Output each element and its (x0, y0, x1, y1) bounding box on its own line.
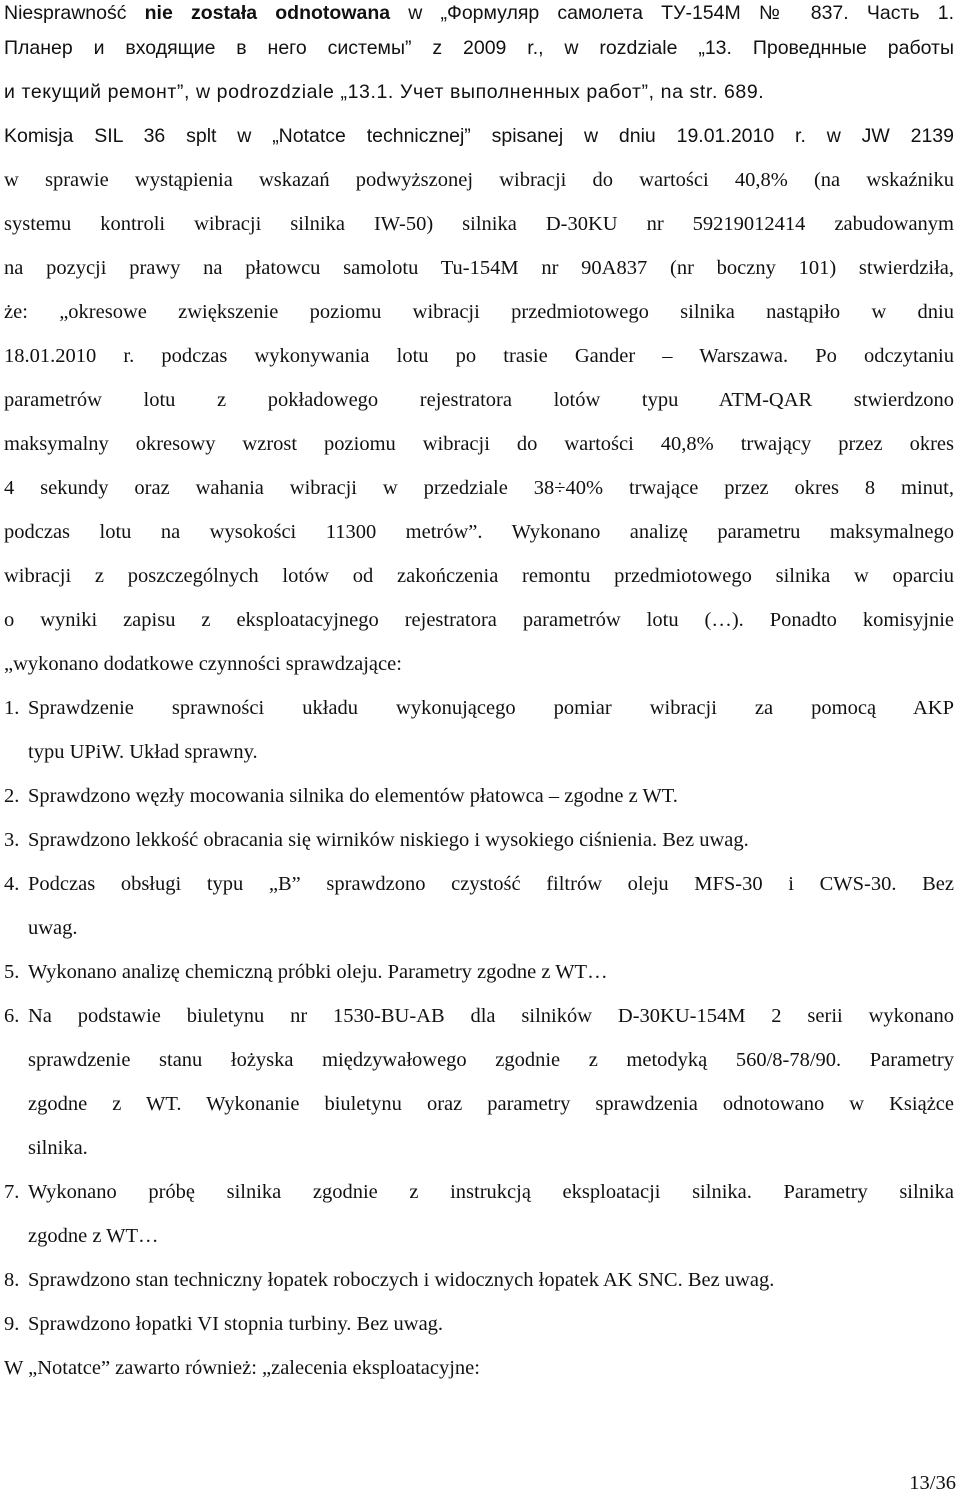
text-line: 4 sekundy oraz wahania wibracji w przedziale 38÷40% trwające przez okres 8 minut, (4, 477, 954, 499)
text-run: Niesprawność (4, 2, 145, 24)
list-item-text: typu UPiW. Układ sprawny. (28, 741, 258, 763)
text-line: podczas lotu na wysokości 11300 metrów”. Wykonano analizę parametru maksymalnego (4, 521, 954, 543)
list-item (4, 862, 954, 950)
intro-paragraph (4, 0, 954, 686)
text-line: Komisja SIL 36 splt w „Notatce technicznej” spisanej w dniu 19.01.2010 r. w JW 2139 (4, 125, 954, 147)
list-item-text: Wykonano analizę chemiczną próbki oleju. Parametry zgodne z WT… (28, 961, 608, 983)
text-line: 18.01.2010 r. podczas wykonywania lotu po trasie Gander – Warszawa. Po odczytaniu (4, 345, 954, 367)
list-item-text: Sprawdzono stan techniczny łopatek roboczych i widocznych łopatek AK SNC. Bez uwag. (28, 1269, 775, 1291)
text-run: w „Формуляр самолета ТУ-154М № 837. Часть 1. (390, 2, 954, 24)
list-item (4, 950, 954, 994)
text-line: na pozycji prawy na płatowcu samolotu Tu-154M nr 90A837 (nr boczny 101) stwierdziła, (4, 257, 954, 279)
page-number: 13/36 (909, 1472, 956, 1494)
text-line (4, 0, 954, 26)
list-item (4, 774, 954, 818)
list-number: 7. (4, 1181, 20, 1203)
list-number: 1. (4, 697, 20, 719)
list-number: 4. (4, 873, 20, 895)
list-number: 9. (4, 1313, 20, 1335)
list-item-text: Sprawdzono łopatki VI stopnia turbiny. Bez uwag. (28, 1313, 444, 1335)
list-number: 2. (4, 785, 20, 807)
document-page (4, 0, 954, 1390)
list-number: 8. (4, 1269, 20, 1291)
closing-line: W „Notatce” zawarto również: „zalecenia eksploatacyjne: (4, 1357, 480, 1379)
text-line: maksymalny okresowy wzrost poziomu wibracji do wartości 40,8% trwający przez okres (4, 433, 954, 455)
text-line: wibracji z poszczególnych lotów od zakończenia remontu przedmiotowego silnika w oparciu (4, 565, 954, 587)
list-item-text: zgodne z WT. Wykonanie biuletynu oraz parametry sprawdzenia odnotowano w Książce (28, 1093, 954, 1115)
text-line: „wykonano dodatkowe czynności sprawdzające: (4, 653, 402, 675)
list-item (4, 1302, 954, 1346)
list-number: 3. (4, 829, 20, 851)
list-item-text: Na podstawie biuletynu nr 1530-BU-AB dla silników D-30KU-154M 2 serii wykonano (28, 1005, 954, 1027)
list-item (4, 1258, 954, 1302)
text-line: że: „okresowe zwiększenie poziomu wibracji przedmiotowego silnika nastąpiło w dniu (4, 301, 954, 323)
bold-text-run: nie została odnotowana (144, 2, 391, 24)
list-item-text: silnika. (28, 1137, 88, 1159)
list-item-text: Podczas obsługi typu „B” sprawdzono czystość filtrów oleju MFS-30 i CWS-30. Bez (28, 873, 954, 895)
list-item-text: zgodne z WT… (28, 1225, 159, 1247)
list-item-text: uwag. (28, 917, 78, 939)
text-line: w sprawie wystąpienia wskazań podwyższonej wibracji do wartości 40,8% (na wskaźniku (4, 169, 954, 191)
list-item-text: Sprawdzenie sprawności układu wykonującego pomiar wibracji za pomocą AKP (28, 697, 954, 719)
list-item (4, 1170, 954, 1258)
text-line: o wyniki zapisu z eksploatacyjnego rejestratora parametrów lotu (…). Ponadto komisyjnie (4, 609, 954, 631)
list-number: 6. (4, 1005, 20, 1027)
list-item (4, 994, 954, 1170)
text-line: и текущий ремонт”, w podrozdziale „13.1. Учет выполненных работ”, na str. 689. (4, 81, 765, 103)
list-item-text: Sprawdzono lekkość obracania się wirników niskiego i wysokiego ciśnienia. Bez uwag. (28, 829, 749, 851)
text-line: systemu kontroli wibracji silnika IW-50) silnika D-30KU nr 59219012414 zabudowanym (4, 213, 954, 235)
list-item (4, 686, 954, 774)
list-item-text: Sprawdzono węzły mocowania silnika do elementów płatowca – zgodne z WT. (28, 785, 678, 807)
list-item-text: sprawdzenie stanu łożyska międzywałowego zgodnie z metodyką 560/8-78/90. Parametry (28, 1049, 954, 1071)
list-number: 5. (4, 961, 20, 983)
text-line: parametrów lotu z pokładowego rejestratora lotów typu ATM-QAR stwierdzono (4, 389, 954, 411)
checks-list (4, 686, 954, 1346)
list-item (4, 818, 954, 862)
text-line: Планер и входящие в него системы” z 2009 r., w rozdziale „13. Проведнные работы (4, 37, 954, 59)
list-item-text: Wykonano próbę silnika zgodnie z instrukcją eksploatacji silnika. Parametry silnika (28, 1181, 954, 1203)
